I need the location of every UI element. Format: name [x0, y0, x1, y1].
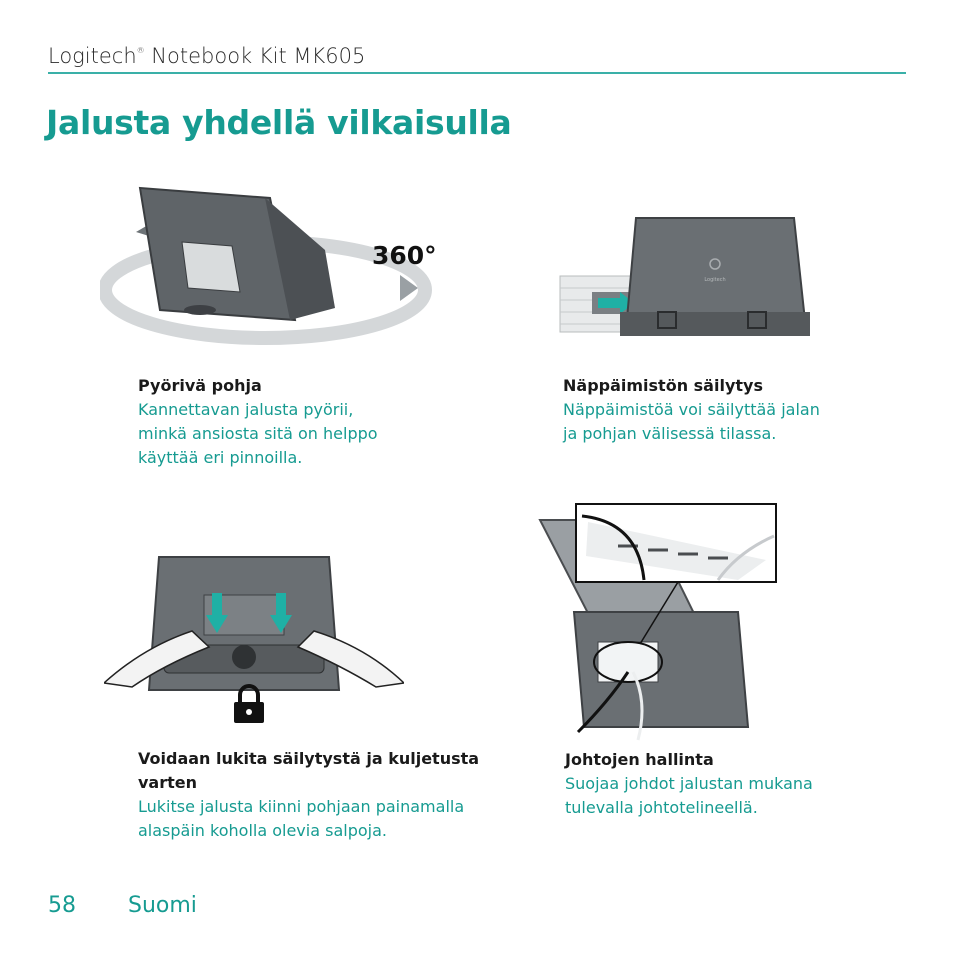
stand-logo: Logitech [704, 277, 726, 283]
section-rotating-base [138, 374, 378, 470]
section-heading: Voidaan lukita säilytystä ja kuljetusta [138, 749, 480, 768]
footer-language: Suomi [128, 893, 197, 918]
stand-cutout [182, 242, 240, 292]
registered-mark: ® [136, 46, 145, 55]
section-text-line: Näppäimistöä voi säilyttää jalan [563, 400, 820, 419]
figure-lock-latches [104, 555, 404, 725]
section-text-line: Kannettavan jalusta pyörii, [138, 400, 354, 419]
header-rule [48, 72, 906, 74]
center-knob [232, 645, 256, 669]
section-text-line: tulevalla johtotelineellä. [565, 798, 758, 817]
lock-icon [234, 686, 264, 723]
section-heading: Näppäimistön säilytys [563, 376, 763, 395]
section-heading: Johtojen hallinta [565, 750, 714, 769]
section-lock [138, 747, 479, 843]
section-text-line: ja pohjan välisessä tilassa. [563, 424, 777, 443]
header-brand: Logitech [48, 44, 137, 68]
cable-clip [598, 642, 658, 682]
running-header [48, 44, 365, 68]
section-text-line: minkä ansiosta sitä on helppo [138, 424, 378, 443]
section-heading: varten [138, 773, 198, 792]
figure-keyboard-storage [558, 212, 813, 340]
header-product: Notebook Kit MK605 [144, 44, 366, 68]
section-cable-management [565, 748, 813, 820]
figure-cable-management [538, 502, 783, 742]
rotate-label: 360° [372, 241, 437, 270]
section-heading: Pyörivä pohja [138, 376, 262, 395]
page-title: Jalusta yhdellä vilkaisulla [46, 103, 512, 142]
page-number: 58 [48, 893, 76, 918]
section-text-line: Lukitse jalusta kiinni pohjaan painamalla [138, 797, 465, 816]
section-keyboard-storage [563, 374, 820, 446]
section-text-line: Suojaa johdot jalustan mukana [565, 774, 813, 793]
section-text-line: käyttää eri pinnoilla. [138, 448, 303, 467]
figure-rotating-base [100, 180, 460, 350]
section-text-line: alaspäin koholla olevia salpoja. [138, 821, 387, 840]
stand-base [620, 312, 810, 336]
stand-foot [184, 305, 216, 315]
